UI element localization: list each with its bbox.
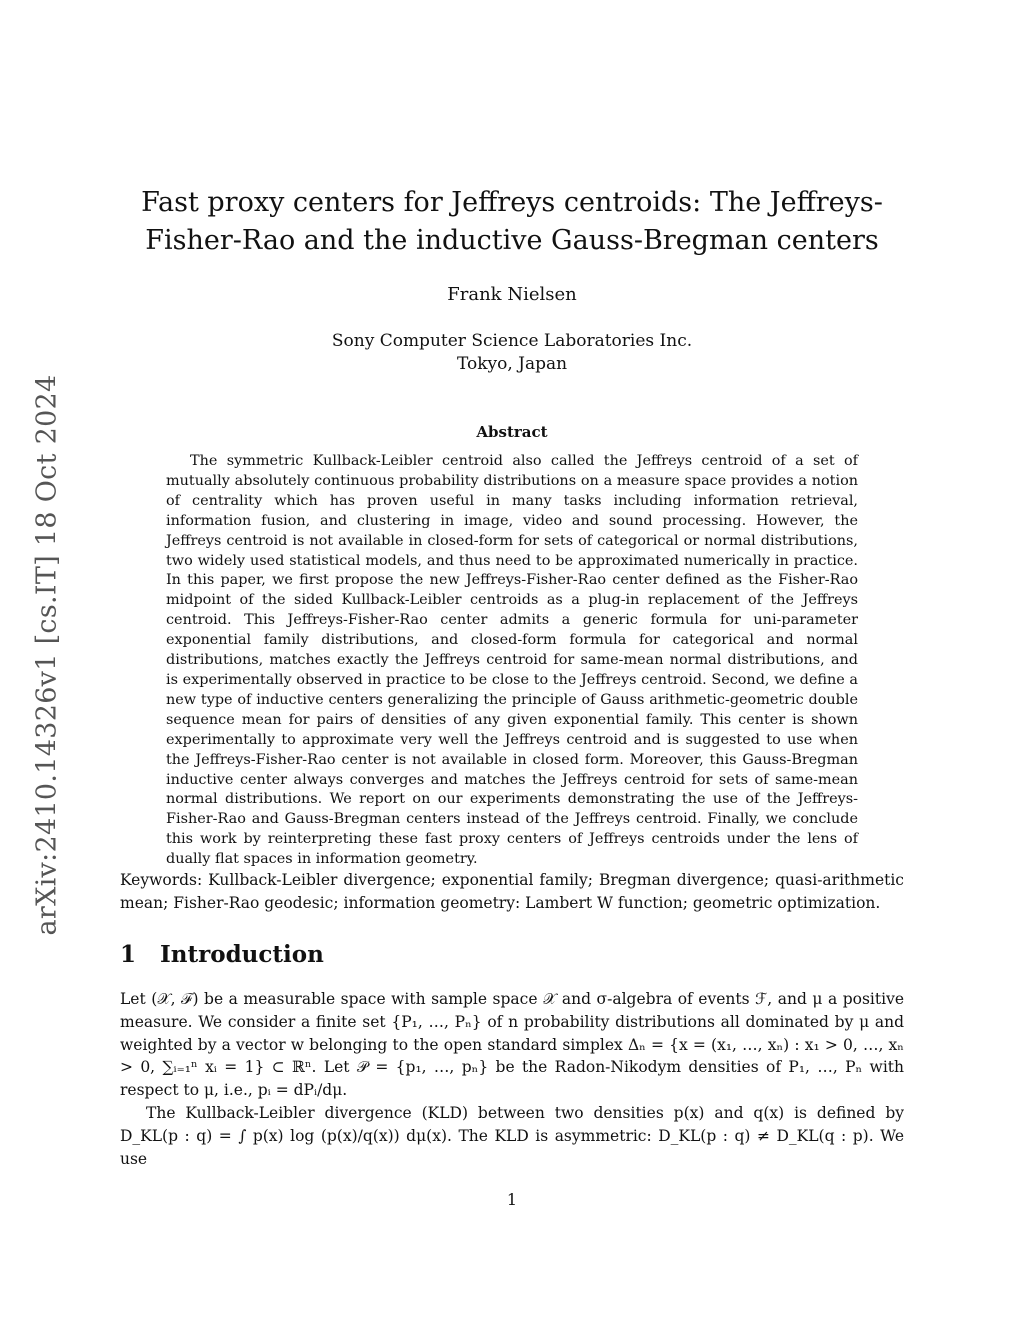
intro-paragraph-2: The Kullback-Leibler divergence (KLD) between two densities p(x) and q(x) is defined by D_KL(p : q) = ∫ p(x) log (p(x)/q(x)) dμ(x). The KLD is asymmetric: D_KL(p : q) ≠ D_KL(q : p). We use — [120, 1103, 904, 1168]
introduction-body — [120, 988, 904, 1170]
affiliation-line-1: Sony Computer Science Laboratories Inc. — [331, 331, 693, 351]
affiliation — [0, 330, 1024, 376]
section-title: Introduction — [160, 941, 324, 968]
paper-title: Fast proxy centers for Jeffreys centroids: The Jeffreys-Fisher-Rao and the inductive Gauss-Bregman centers — [141, 187, 883, 256]
section-heading — [120, 941, 324, 968]
section-number: 1 — [120, 941, 137, 968]
author-name: Frank Nielsen — [447, 284, 577, 305]
abstract-heading: Abstract — [476, 423, 548, 441]
page-number: 1 — [506, 1190, 518, 1209]
intro-paragraph-1: Let (𝒳, ℱ) be a measurable space with sample space 𝒳 and σ-algebra of events ℱ, and μ a positive measure. We consider a finite set {P₁, …, Pₙ} of n probability distributions all dominated by μ and weighted by a vector w belonging to the open standard simplex Δₙ = {x = (x₁, …, xₙ) : x₁ > 0, …, xₙ > 0, ∑ᵢ₌₁ⁿ xᵢ = 1} ⊂ ℝⁿ. Let 𝒫 = {p₁, …, pₙ} be the Radon-Nikodym densities of P₁, …, Pₙ with respect to μ, i.e., pᵢ = dPᵢ/dμ. — [120, 990, 904, 1100]
affiliation-line-2: Tokyo, Japan — [456, 354, 568, 374]
arxiv-stamp — [32, 370, 62, 940]
arxiv-stamp-text: arXiv:2410.14326v1 [cs.IT] 18 Oct 2024 — [31, 374, 63, 936]
abstract-text: The symmetric Kullback-Leibler centroid also called the Jeffreys centroid of a set of mutually absolutely continuous probability distributions on a measure space provides a notion of centrality which has proven useful in many tasks including information retrieval, information fusion, and clustering in image, video and sound processing. However, the Jeffreys centroid is not available in closed-form for sets of categorical or normal distributions, two widely used statistical models, and thus need to be approximated numerically in practice. In this paper, we first propose the new Jeffreys-Fisher-Rao center defined as the Fisher-Rao midpoint of the sided Kullback-Leibler centroids as a plug-in replacement of the Jeffreys centroid. This Jeffreys-Fisher-Rao center admits a generic formula for uni-parameter exponential family distributions, and closed-form formula for categorical and normal distributions, matches exactly the Jeffreys centroid for same-mean normal distributions, and is experimentally observed in practice to be close to the Jeffreys centroid. Second, we define a new type of inductive centers generalizing the principle of Gauss arithmetic-geometric double sequence mean for pairs of densities of any given exponential family. This center is shown experimentally to approximate very well the Jeffreys centroid and is suggested to use when the Jeffreys-Fisher-Rao center is not available in closed form. Moreover, this Gauss-Bregman inductive center always converges and matches the Jeffreys centroid for sets of same-mean normal distributions. We report on our experiments demonstrating the use of the Jeffreys-Fisher-Rao and Gauss-Bregman centers instead of the Jeffreys centroid. Finally, we conclude this work by reinterpreting these fast proxy centers of Jeffreys centroids under the lens of dually flat spaces in information geometry. — [166, 453, 858, 868]
keywords: Keywords: Kullback-Leibler divergence; exponential family; Bregman divergence; quasi-arithmetic mean; Fisher-Rao geodesic; information geometry: Lambert W function; geometric optimization. — [120, 871, 904, 912]
